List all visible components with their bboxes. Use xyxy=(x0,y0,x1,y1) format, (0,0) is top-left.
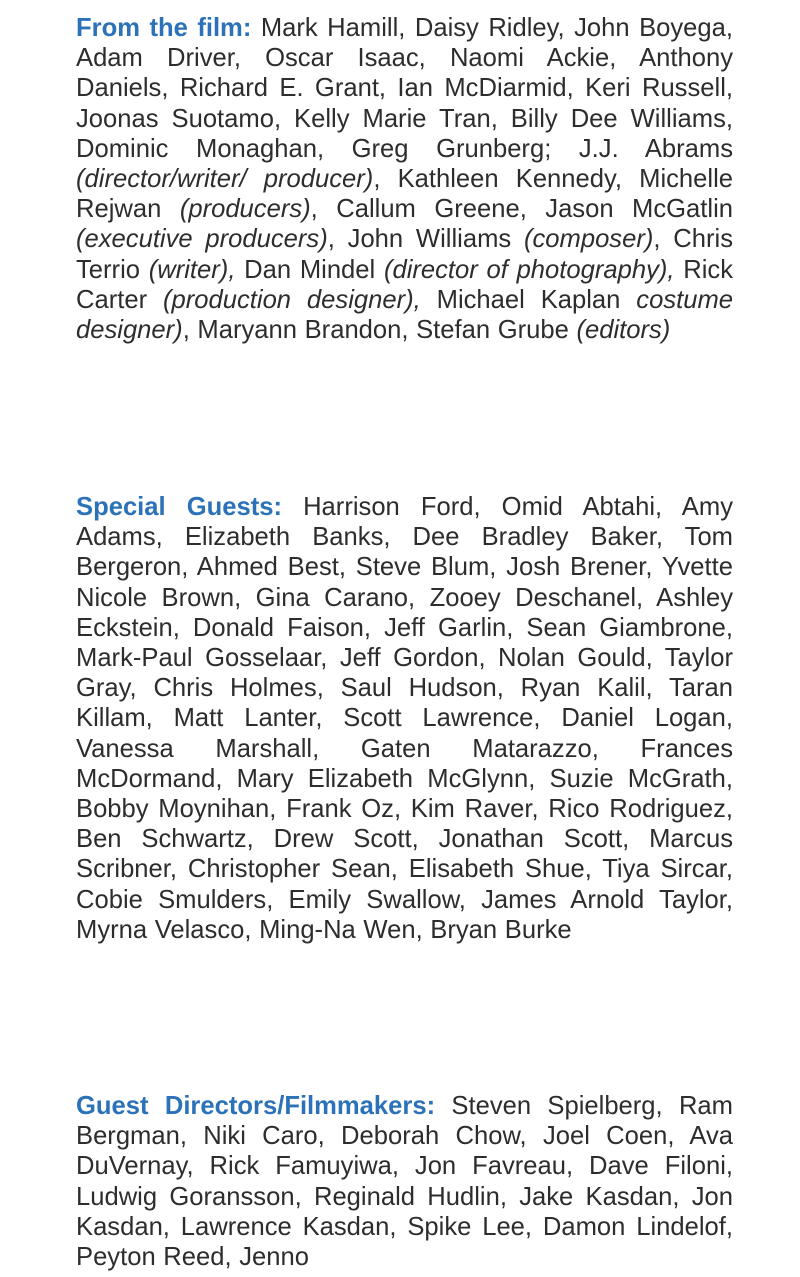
credits-section-guest-directors xyxy=(76,1091,733,1272)
credit-names: Harrison Ford, Omid Abtahi, Amy Adams, Elizabeth Banks, Dee Bradley Baker, Tom Bergeron, Ahmed Best, Steve Blum, Josh Brener, Yvette Nicole Brown, Gina Carano, Zooey Deschanel, Ashley Eckstein, Donald Faison, Jeff Garlin, Sean Giambrone, Mark-Paul Gosselaar, Jeff Gordon, Nolan Gould, Taylor Gray, Chris Holmes, Saul Hudson, Ryan Kalil, Taran Killam, Matt Lanter, Scott Lawrence, Daniel Logan, Vanessa Marshall, Gaten Matarazzo, Frances McDormand, Mary Elizabeth McGlynn, Suzie McGrath, Bobby Moynihan, Frank Oz, Kim Raver, Rico Rodriguez, Ben Schwartz, Drew Scott, Jonathan Scott, Marcus Scribner, Christopher Sean, Elisabeth Shue, Tiya Sircar, Cobie Smulders, Emily Swallow, James Arnold Taylor, Myrna Velasco, Ming-Na Wen, Bryan Burke xyxy=(76,493,733,944)
credit-names: , Callum Greene, Jason McGatlin xyxy=(310,195,733,224)
section-heading: Guest Directors/Filmmakers: xyxy=(76,1092,436,1120)
credit-names: Steven Spielberg, Ram Bergman, Niki Caro, Deborah Chow, Joel Coen, Ava DuVernay, Rick Famuyiwa, Jon Favreau, Dave Filoni, Ludwig Goransson, Reginald Hudlin, Jake Kasdan, Jon Kasdan, Lawrence Kasdan, Spike Lee, Damon Lindelof, Peyton Reed, Jenno xyxy=(76,1092,733,1272)
section-heading: From the film: xyxy=(76,14,252,42)
credit-role: (director/writer/ producer) xyxy=(76,165,374,194)
credit-names: , Chris Terrio xyxy=(76,225,734,284)
credit-role: (executive producers) xyxy=(76,225,328,254)
credit-names: , John Williams xyxy=(327,225,524,254)
credit-names: Mark Hamill, Daisy Ridley, John Boyega, Adam Driver, Oscar Isaac, Naomi Ackie, Anthony Daniels, Richard E. Grant, Ian McDiarmid, Keri Russell, Joonas Suotamo, Kelly Marie Tran, Billy Dee Williams, Dominic Monaghan, Greg Grunberg; J.J. Abrams xyxy=(76,14,733,163)
credit-names: , Kathleen Kennedy, Michelle Rejwan xyxy=(76,165,734,224)
credit-names: Dan Mindel xyxy=(235,255,384,284)
credit-role: costume designer) xyxy=(76,285,734,345)
credit-role: (production designer), xyxy=(163,285,421,314)
credit-role: (director of photography), xyxy=(383,255,675,284)
credit-role: (producers) xyxy=(179,195,311,224)
credits-section-film xyxy=(76,13,733,345)
credits-section-special-guests xyxy=(76,492,733,945)
section-heading: Special Guests: xyxy=(76,493,282,521)
credit-role: (composer) xyxy=(523,225,654,254)
credit-names: Michael Kaplan xyxy=(420,285,637,314)
credit-role: (editors) xyxy=(576,316,671,345)
credit-names: Rick Carter xyxy=(76,255,733,314)
credit-names: , Maryann Brandon, Stefan Grube xyxy=(182,316,577,345)
credit-role: (writer), xyxy=(148,255,236,284)
